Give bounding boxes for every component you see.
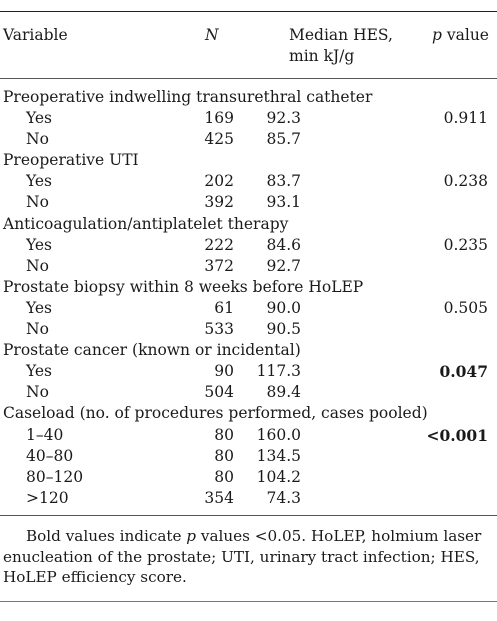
cell-median-hes: 117.3 bbox=[256, 362, 301, 381]
table-group-row bbox=[0, 150, 497, 171]
cell-n: 90 bbox=[214, 362, 234, 381]
column-header-median-hes bbox=[289, 25, 393, 67]
cell-median-hes: 84.6 bbox=[266, 235, 301, 254]
table-body bbox=[0, 87, 497, 509]
cell-n: 61 bbox=[214, 298, 234, 317]
cell-n: 222 bbox=[204, 235, 234, 254]
row-label: Yes bbox=[26, 362, 53, 381]
table-row bbox=[0, 488, 497, 509]
table-row bbox=[0, 171, 497, 192]
table-footnote bbox=[3, 526, 495, 588]
footnote-end-rule bbox=[0, 601, 497, 602]
row-label: Yes bbox=[26, 172, 53, 191]
footnote-part2: values <0.05. HoLEP, holmium laser enucleation of the prostate; UTI, urinary tract infection; HES, HoLEP efficiency score. bbox=[3, 527, 482, 586]
cell-n: 169 bbox=[204, 109, 234, 128]
cell-p-value: 0.235 bbox=[443, 235, 488, 254]
cell-n: 80 bbox=[214, 446, 234, 465]
cell-median-hes: 83.7 bbox=[266, 172, 301, 191]
column-header-p-value bbox=[432, 25, 489, 46]
cell-n: 425 bbox=[204, 130, 234, 149]
cell-median-hes: 92.7 bbox=[266, 256, 301, 275]
table-row bbox=[0, 382, 497, 403]
cell-p-value: <0.001 bbox=[426, 425, 488, 445]
row-label: No bbox=[26, 320, 49, 339]
cell-median-hes: 90.5 bbox=[266, 320, 301, 339]
row-label: No bbox=[26, 130, 49, 149]
cell-median-hes: 85.7 bbox=[266, 130, 301, 149]
row-label: Prostate biopsy within 8 weeks before HoLEP bbox=[3, 277, 364, 296]
row-label: Yes bbox=[26, 298, 53, 317]
column-header-n: N bbox=[205, 26, 219, 44]
row-label: Preoperative indwelling transurethral catheter bbox=[3, 88, 373, 106]
cell-median-hes: 90.0 bbox=[266, 298, 301, 317]
cell-median-hes: 74.3 bbox=[266, 488, 301, 507]
cell-median-hes: 134.5 bbox=[256, 446, 301, 465]
column-header-variable: Variable bbox=[3, 26, 68, 44]
row-label: No bbox=[26, 193, 49, 212]
footnote-part1: Bold values indicate bbox=[26, 527, 187, 545]
cell-median-hes: 104.2 bbox=[256, 467, 301, 486]
row-label: 80–120 bbox=[26, 467, 84, 486]
row-label: Preoperative UTI bbox=[3, 151, 139, 170]
table-row bbox=[0, 192, 497, 213]
footnote-p-italic: p bbox=[186, 527, 197, 545]
cell-p-value: 0.238 bbox=[443, 172, 488, 191]
table-row bbox=[0, 298, 497, 319]
cell-n: 504 bbox=[204, 383, 234, 402]
table-header-rule bbox=[0, 78, 497, 79]
table-group-row bbox=[0, 214, 497, 235]
cell-p-value: 0.047 bbox=[439, 362, 488, 382]
table-top-rule bbox=[0, 11, 497, 12]
row-label: Caseload (no. of procedures performed, cases pooled) bbox=[3, 404, 428, 423]
row-label: Yes bbox=[26, 109, 53, 128]
column-header-median-hes-line2: min kJ/g bbox=[289, 47, 355, 65]
column-header-p-rest: value bbox=[441, 26, 489, 44]
table-row bbox=[0, 446, 497, 467]
row-label: >120 bbox=[26, 488, 69, 507]
table-group-row bbox=[0, 277, 497, 298]
cell-n: 80 bbox=[214, 425, 234, 444]
cell-n: 392 bbox=[204, 193, 234, 212]
cell-n: 80 bbox=[214, 467, 234, 486]
table-row bbox=[0, 256, 497, 277]
cell-n: 372 bbox=[204, 256, 234, 275]
cell-n: 533 bbox=[204, 320, 234, 339]
cell-median-hes: 160.0 bbox=[256, 425, 301, 444]
cell-median-hes: 89.4 bbox=[266, 383, 301, 402]
table-group-row bbox=[0, 340, 497, 361]
table-row bbox=[0, 108, 497, 129]
table-row bbox=[0, 361, 497, 382]
table-group-row bbox=[0, 87, 497, 108]
cell-p-value: 0.911 bbox=[443, 109, 488, 128]
table-row bbox=[0, 467, 497, 488]
table-row bbox=[0, 129, 497, 150]
table-group-row bbox=[0, 403, 497, 424]
row-label: Anticoagulation/antiplatelet therapy bbox=[3, 214, 289, 233]
table-bottom-rule bbox=[0, 515, 497, 516]
row-label: 40–80 bbox=[26, 446, 74, 465]
row-label: 1–40 bbox=[26, 425, 64, 444]
table-row bbox=[0, 319, 497, 340]
column-header-median-hes-line1: Median HES, bbox=[289, 26, 393, 44]
cell-n: 202 bbox=[204, 172, 234, 191]
cell-median-hes: 93.1 bbox=[266, 193, 301, 212]
row-label: No bbox=[26, 383, 49, 402]
row-label: No bbox=[26, 256, 49, 275]
cell-median-hes: 92.3 bbox=[266, 109, 301, 128]
table-row bbox=[0, 425, 497, 446]
table-row bbox=[0, 235, 497, 256]
column-header-p-italic: p bbox=[432, 26, 442, 44]
row-label: Prostate cancer (known or incidental) bbox=[3, 341, 301, 360]
cell-p-value: 0.505 bbox=[443, 298, 488, 317]
cell-n: 354 bbox=[204, 488, 234, 507]
row-label: Yes bbox=[26, 235, 53, 254]
